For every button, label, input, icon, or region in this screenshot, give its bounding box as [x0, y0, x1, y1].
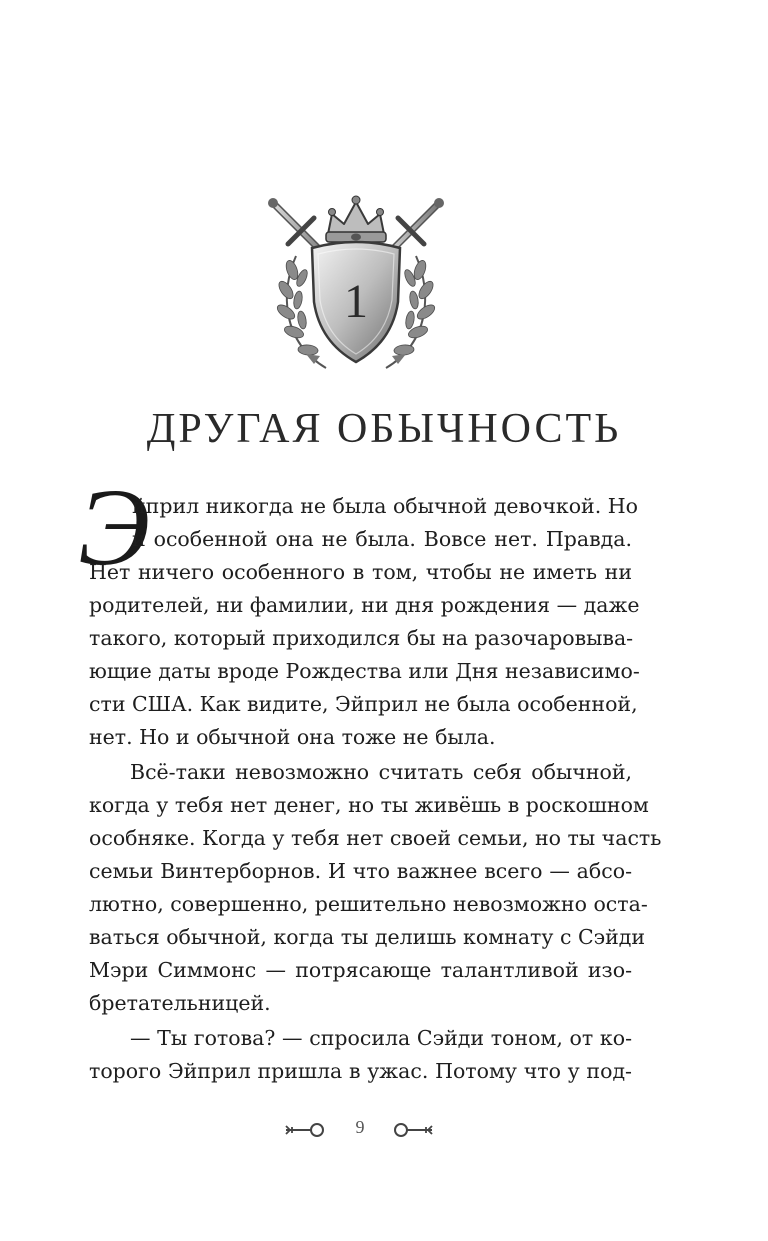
text-line: — Ты готова? — спросила Сэйди тоном, от ко-: [130, 1026, 632, 1050]
right-key-ornament-icon: [392, 1122, 436, 1138]
chapter-emblem: [262, 192, 450, 374]
text-line: ющие даты вроде Рождества или Дня независимо-: [89, 659, 640, 683]
crest-shield-icon: [262, 192, 450, 374]
text-line: родителей, ни фамилии, ни дня рождения — даже: [89, 593, 640, 617]
text-line: когда у тебя нет денег, но ты живёшь в роскошном: [89, 793, 649, 817]
text-line: лютно, совершенно, решительно невозможно оста-: [89, 892, 648, 916]
text-line: ваться обычной, когда ты делишь комнату с Сэйди: [89, 925, 646, 949]
chapter-number: 1: [344, 275, 368, 328]
text-line: бретательницей.: [89, 991, 271, 1015]
text-line: особняке. Когда у тебя нет своей семьи, но ты часть: [89, 826, 662, 850]
page-footer: [0, 1115, 768, 1145]
drop-cap: Э: [78, 466, 151, 588]
text-line: семьи Винтерборнов. И что важнее всего — абсо-: [89, 859, 632, 883]
text-line: и особенной она не была. Вовсе нет. Правда.: [132, 527, 632, 551]
text-line: сти США. Как видите, Эйприл не была особенной,: [89, 692, 638, 716]
crown-icon: [326, 196, 386, 242]
text-line: такого, который приходился бы на разочаровыва-: [89, 626, 634, 650]
text-line: Всё-таки невозможно считать себя обычной,: [130, 760, 632, 784]
text-line: йприл никогда не была обычной девочкой. Но: [132, 494, 638, 518]
text-line: Нет ничего особенного в том, чтобы не иметь ни: [89, 560, 632, 584]
left-key-ornament-icon: [282, 1122, 326, 1138]
text-line: Мэри Симмонс — потрясающе талантливой изо-: [89, 958, 632, 982]
text-line: нет. Но и обычной она тоже не была.: [89, 725, 496, 749]
chapter-title: ДРУГАЯ ОБЫЧНОСТЬ: [146, 406, 622, 452]
page-number: 9: [355, 1117, 365, 1137]
text-line: торого Эйприл пришла в ужас. Потому что у под-: [89, 1059, 632, 1083]
